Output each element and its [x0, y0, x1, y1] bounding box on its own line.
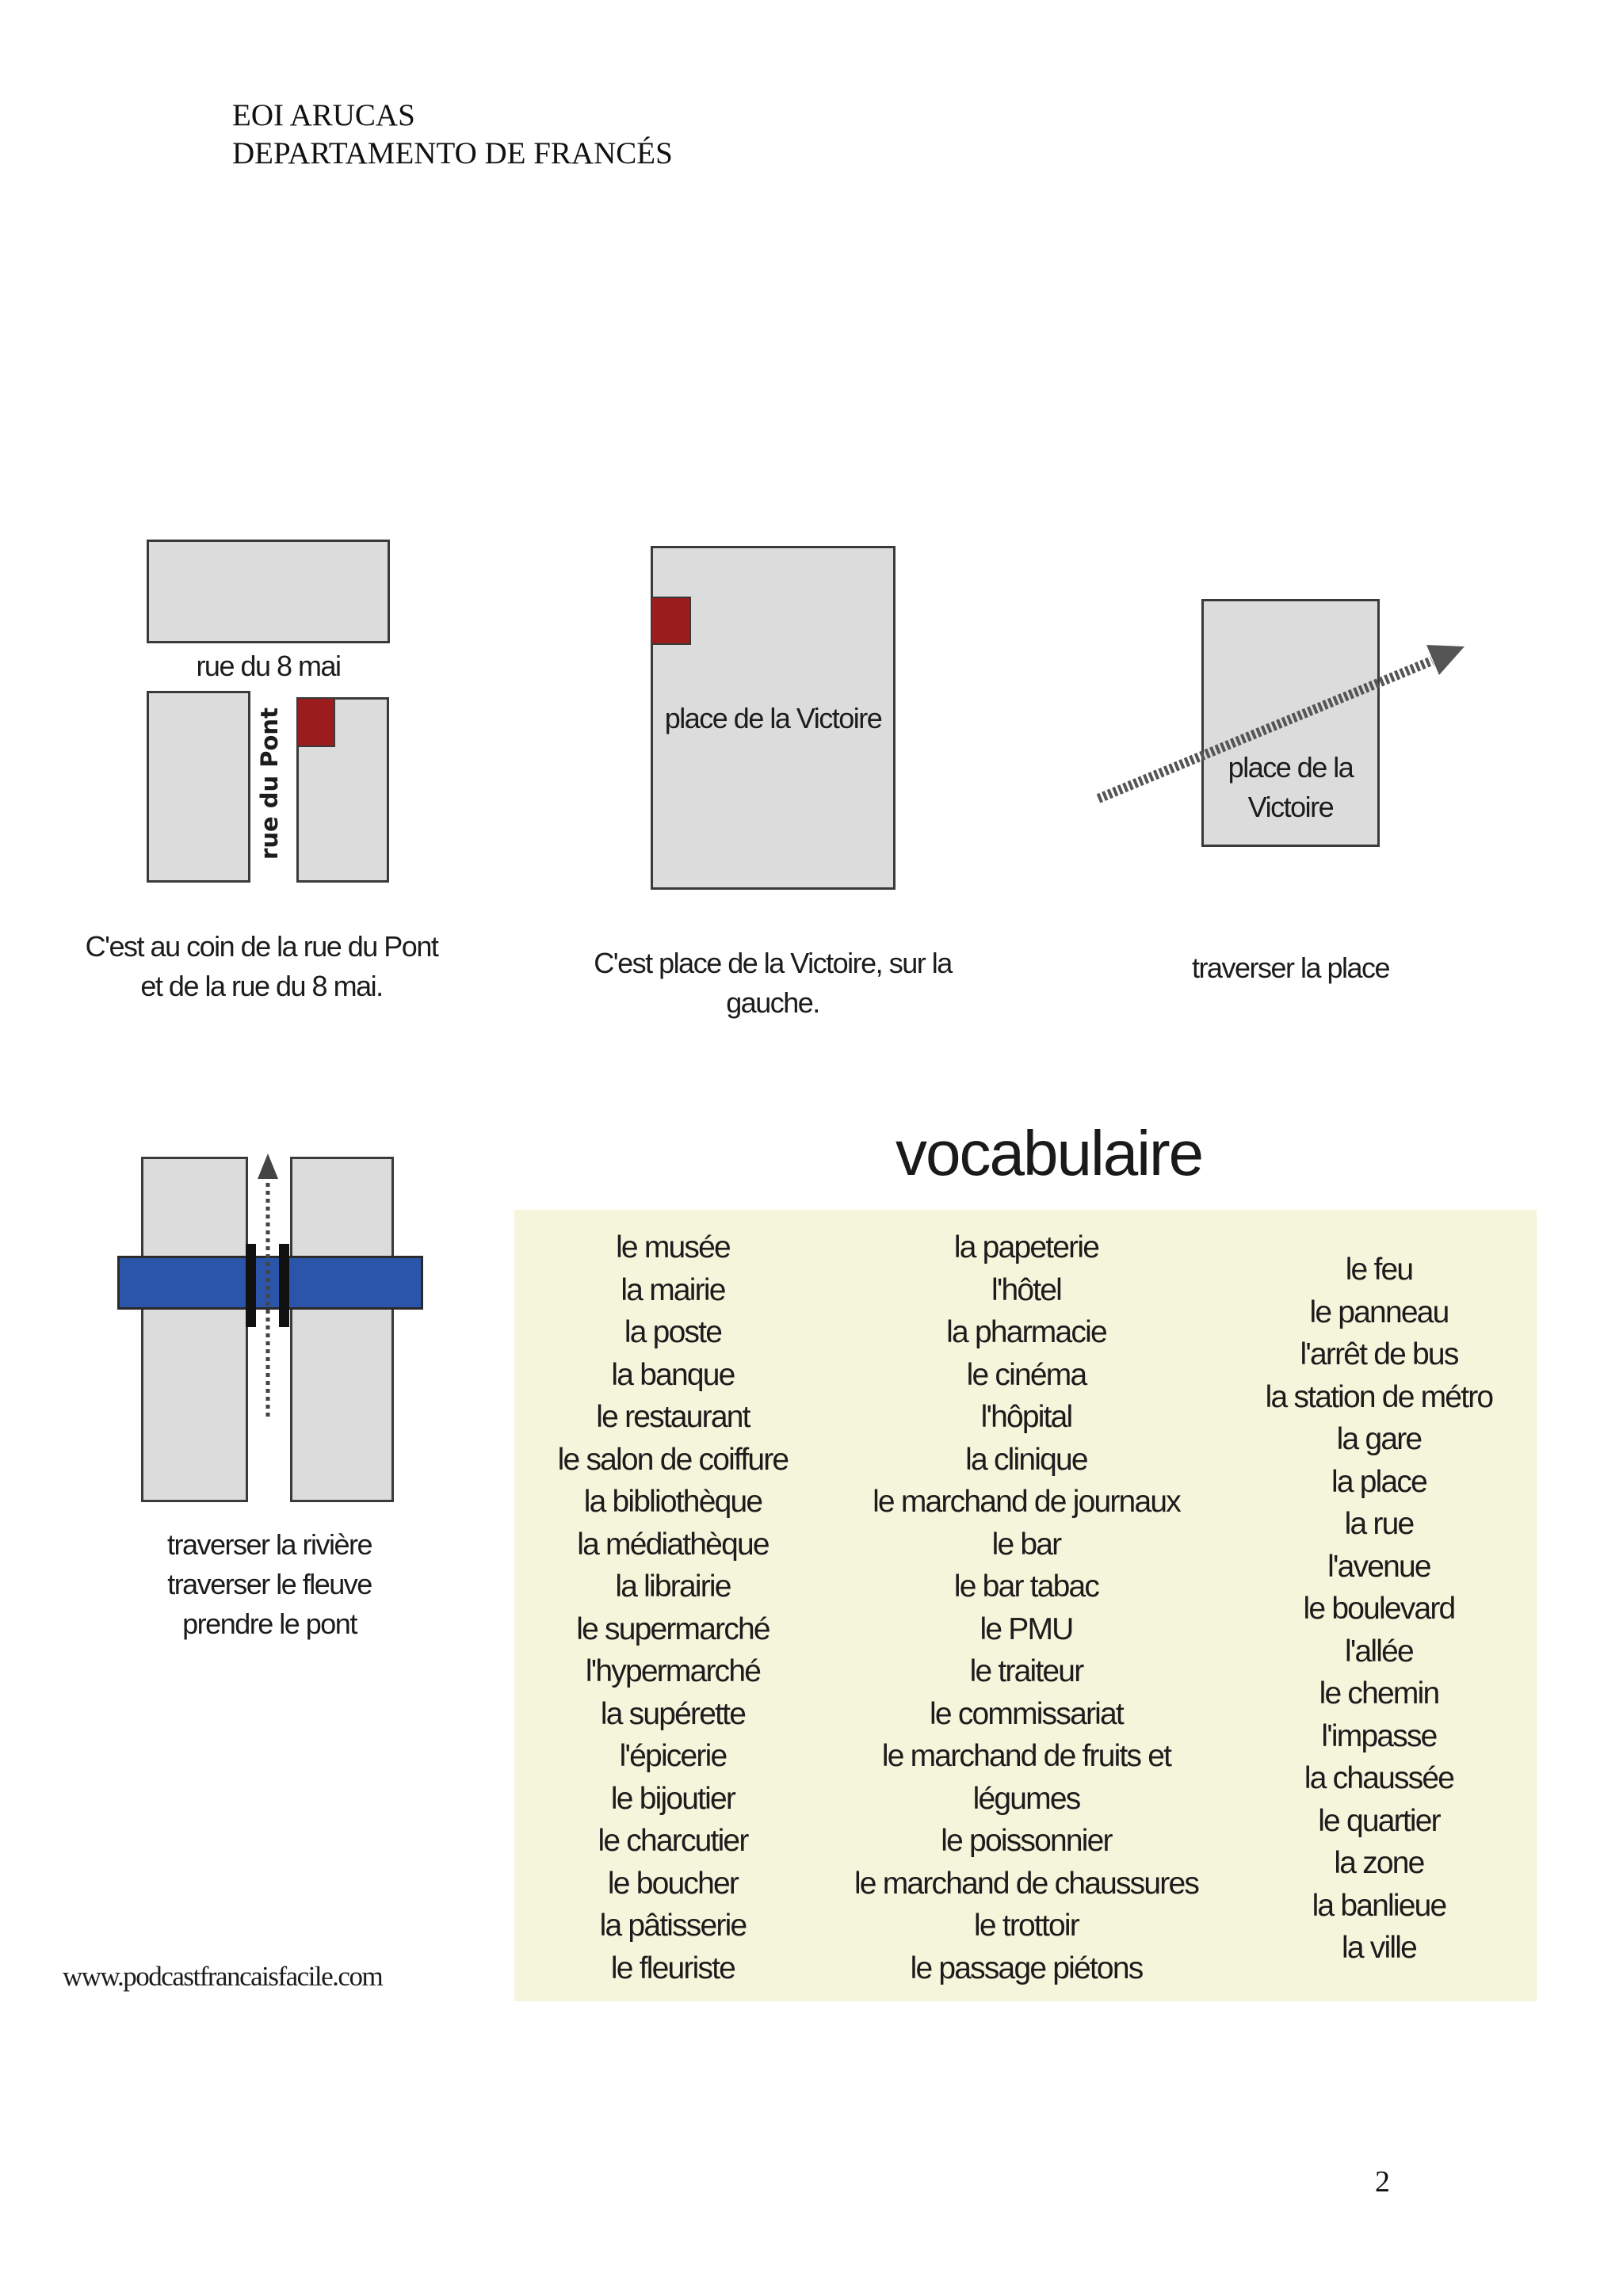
vocab-item: la ville [1342, 1931, 1416, 1965]
vocab-item: la bibliothèque [583, 1485, 762, 1519]
vocab-item: le restaurant [596, 1400, 750, 1434]
vocab-item: l'impasse [1321, 1718, 1437, 1753]
dotted-arrow-across [1086, 626, 1474, 808]
caption-line: traverser le fleuve [167, 1568, 372, 1600]
city-block-top [147, 540, 390, 643]
vocab-item: la supérette [600, 1696, 746, 1731]
vocab-item: le PMU [980, 1611, 1073, 1646]
street-label-rue-du-pont: rue du Pont [256, 707, 283, 860]
vocab-item: l'hôtel [991, 1272, 1062, 1307]
vocab-item: le supermarché [576, 1611, 769, 1646]
vocab-item: la chaussée [1304, 1761, 1454, 1795]
vocabulary-title: vocabulaire [896, 1118, 1203, 1188]
vocab-item: le feu [1345, 1253, 1413, 1287]
vocab-item: le trottoir [974, 1909, 1079, 1943]
vocab-item: le bijoutier [610, 1781, 735, 1816]
caption-cross-square [1162, 948, 1419, 988]
vocabulary-column-3 [1236, 1249, 1522, 1970]
vocab-item: la gare [1336, 1422, 1422, 1456]
square-label-line: Victoire [1247, 791, 1334, 823]
vocab-item: le traiteur [969, 1654, 1083, 1688]
dotted-arrow-across-bridge [254, 1147, 282, 1425]
header-line-2: DEPARTAMENTO DE FRANCÉS [232, 136, 673, 170]
vocab-item: la banque [611, 1357, 735, 1392]
vocab-item: la médiathèque [577, 1527, 769, 1562]
vocab-item: la rue [1344, 1507, 1414, 1541]
vocabulary-column-1 [514, 1226, 831, 1989]
vocab-item: le salon de coiffure [557, 1442, 789, 1477]
vocab-item: le marchand de fruits et [881, 1739, 1171, 1773]
caption-bridge [119, 1525, 420, 1644]
square-label-line: place de la [1228, 751, 1354, 784]
bank-block-right-top [290, 1157, 394, 1256]
caption-square-left [586, 944, 959, 1023]
vocab-item: l'avenue [1327, 1549, 1430, 1584]
website-url: www.podcastfrancaisfacile.com [63, 1961, 383, 1992]
vocab-item: l'hôpital [980, 1400, 1072, 1434]
vocab-item: l'épicerie [619, 1739, 727, 1773]
vocab-item: la pâtisserie [599, 1909, 747, 1943]
street-label-8-mai: rue du 8 mai [196, 650, 341, 682]
vocab-item: la papeterie [953, 1230, 1099, 1264]
vocab-item: le bar tabac [953, 1569, 1099, 1604]
vocab-item: le cinéma [966, 1357, 1086, 1392]
caption-line: C'est place de la Victoire, sur la [594, 947, 952, 979]
bank-block-left-top [141, 1157, 248, 1256]
vocab-item: le marchand de journaux [873, 1485, 1180, 1519]
vocab-item: le passage piétons [910, 1951, 1143, 1985]
vocab-item: la station de métro [1265, 1379, 1493, 1414]
vocab-item: le boucher [607, 1866, 739, 1901]
vocab-item: la mairie [621, 1272, 725, 1307]
vocab-item: la pharmacie [946, 1315, 1106, 1349]
vocab-item: le bar [991, 1527, 1061, 1562]
caption-line: traverser la place [1191, 952, 1390, 984]
bank-block-left-bottom [141, 1310, 248, 1502]
vocab-item: la banlieue [1312, 1888, 1446, 1923]
bank-block-right-bottom [290, 1310, 394, 1502]
vocabulary-column-2 [852, 1226, 1201, 1989]
vocab-item: le fleuriste [610, 1951, 735, 1985]
vocab-item: l'allée [1345, 1634, 1413, 1669]
caption-line: C'est au coin de la rue du Pont [85, 930, 438, 963]
vocab-item: la poste [624, 1315, 722, 1349]
vocab-item: la librairie [615, 1569, 731, 1604]
vocab-item: l'hypermarché [585, 1654, 761, 1688]
header-line-1: EOI ARUCAS [232, 98, 415, 132]
vocab-item: le charcutier [598, 1824, 748, 1858]
caption-line: gauche. [726, 986, 819, 1019]
caption-line: et de la rue du 8 mai. [140, 970, 383, 1002]
vocab-item: le poissonnier [941, 1824, 1112, 1858]
location-marker [651, 597, 691, 645]
city-block-left [147, 691, 250, 883]
page-number: 2 [1375, 2165, 1390, 2199]
vocab-item: la zone [1334, 1846, 1424, 1880]
vocab-item: le panneau [1309, 1295, 1449, 1329]
vocab-item: le chemin [1319, 1676, 1439, 1711]
vocab-item: le commissariat [930, 1696, 1123, 1731]
vocab-item: le quartier [1318, 1803, 1440, 1838]
square-label: place de la Victoire [664, 702, 882, 734]
location-marker [296, 697, 335, 747]
caption-line: traverser la rivière [166, 1528, 372, 1561]
vocab-item: le musée [616, 1230, 730, 1264]
caption-street-corner [63, 927, 460, 1006]
vocab-item: le boulevard [1303, 1592, 1455, 1626]
vocab-item: l'arrêt de bus [1300, 1337, 1458, 1371]
vocab-item: la place [1331, 1464, 1427, 1499]
caption-line: prendre le pont [182, 1608, 357, 1640]
vocab-item: légumes [972, 1781, 1080, 1816]
vocab-item: le marchand de chaussures [854, 1866, 1199, 1901]
vocab-item: la clinique [965, 1442, 1087, 1477]
